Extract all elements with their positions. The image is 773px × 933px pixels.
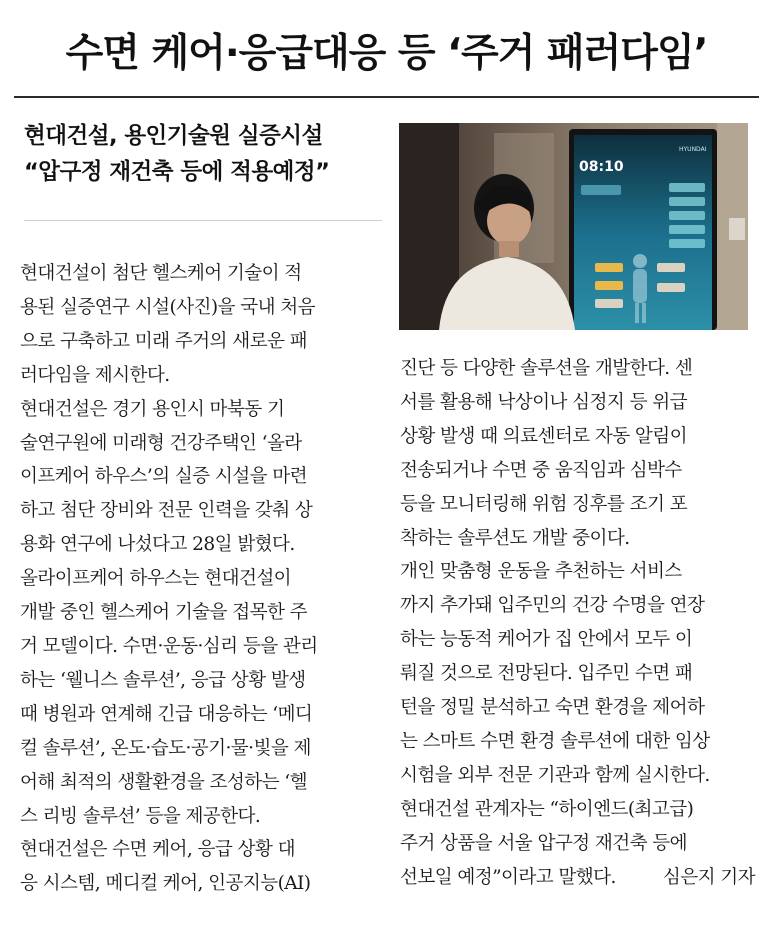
subhead-line: 현대건설, 용인기술원 실증시설: [24, 123, 323, 149]
headline: 수면 케어·응급대응 등 ‘주거 패러다임’: [65, 31, 708, 76]
body-line: 컬 솔루션’, 온도·습도·공기·물·빛을 제: [20, 737, 311, 759]
headline-rule-top: [14, 96, 759, 98]
body-line: 전송되거나 수면 중 움직임과 심박수: [400, 459, 682, 481]
article-body-left-column: [20, 257, 375, 901]
body-line: 거 모델이다. 수면·운동·심리 등을 관리: [20, 635, 318, 657]
subhead-line: “압구정 재건축 등에 적용예정”: [24, 159, 330, 185]
body-line: 는 스마트 수면 환경 솔루션에 대한 임상: [400, 730, 710, 752]
body-line: 하고 첨단 장비와 전문 인력을 갖춰 상: [20, 500, 313, 522]
body-line: 시험을 외부 전문 기관과 함께 실시한다.: [400, 764, 710, 786]
body-line: 때 병원과 연계해 긴급 대응하는 ‘메디: [20, 703, 313, 725]
body-line: 용된 실증연구 시설(사진)을 국내 처음: [20, 296, 315, 318]
body-line: 등을 모니터링해 위험 징후를 조기 포: [400, 493, 687, 515]
last-line: [400, 861, 755, 895]
body-line: 상황 발생 때 의료센터로 자동 알림이: [400, 425, 687, 447]
body-line: 현대건설은 경기 용인시 마북동 기: [20, 398, 285, 420]
body-line: 현대건설이 첨단 헬스케어 기술이 적: [20, 263, 302, 284]
article-photo: [399, 123, 748, 330]
subhead-divider: [24, 220, 382, 221]
body-line: 올라이프케어 하우스는 현대건설이: [20, 568, 292, 590]
body-line: 개인 맞춤형 운동을 추천하는 서비스: [400, 561, 682, 583]
body-line: 개발 중인 헬스케어 기술을 접목한 주: [20, 602, 307, 624]
screen-clock: 08:10: [579, 159, 624, 175]
body-line: 어해 최적의 생활환경을 조성하는 ‘헬: [20, 771, 307, 793]
body-line: 진단 등 다양한 솔루션을 개발한다. 센: [400, 358, 693, 379]
body-line: 턴을 정밀 분석하고 숙면 환경을 제어하: [400, 697, 705, 719]
body-line: 현대건설 관계자는 “하이엔드(최고급): [400, 798, 694, 820]
body-line: 선보일 예정”이라고 말했다.: [400, 866, 616, 888]
body-line: 뤄질 것으로 전망된다. 입주민 수면 패: [400, 663, 693, 685]
body-line: 으로 구축하고 미래 주거의 새로운 패: [20, 330, 307, 352]
subhead: [24, 118, 384, 190]
body-line: 용화 연구에 나섰다고 28일 밝혔다.: [20, 534, 295, 556]
screen-brand: HYUNDAI: [679, 146, 707, 153]
body-line: 서를 활용해 낙상이나 심정지 등 위급: [400, 391, 687, 413]
body-line: 응 시스템, 메디컬 케어, 인공지능(AI): [20, 873, 311, 895]
body-line: 현대건설은 수면 케어, 응급 상황 대: [20, 839, 295, 861]
body-line: 하는 능동적 케어가 집 안에서 모두 이: [400, 629, 693, 651]
body-line: 하는 ‘웰니스 솔루션’, 응급 상황 발생: [20, 669, 306, 691]
body-line: 착하는 솔루션도 개발 중이다.: [400, 527, 630, 549]
body-line: 이프케어 하우스’의 실증 시설을 마련: [20, 466, 307, 488]
article-body-right-column: [400, 352, 755, 895]
body-line: 스 리빙 솔루션’ 등을 제공한다.: [20, 805, 261, 827]
body-line: 주거 상품을 서울 압구정 재건축 등에: [400, 832, 687, 854]
photo-illustration: [399, 123, 748, 330]
body-line: 러다임을 제시한다.: [20, 364, 170, 386]
body-line: 까지 추가돼 입주민의 건강 수명을 연장: [400, 595, 705, 617]
byline: 심은지 기자: [662, 866, 755, 888]
body-line: 술연구원에 미래형 건강주택인 ‘올라: [20, 432, 302, 454]
